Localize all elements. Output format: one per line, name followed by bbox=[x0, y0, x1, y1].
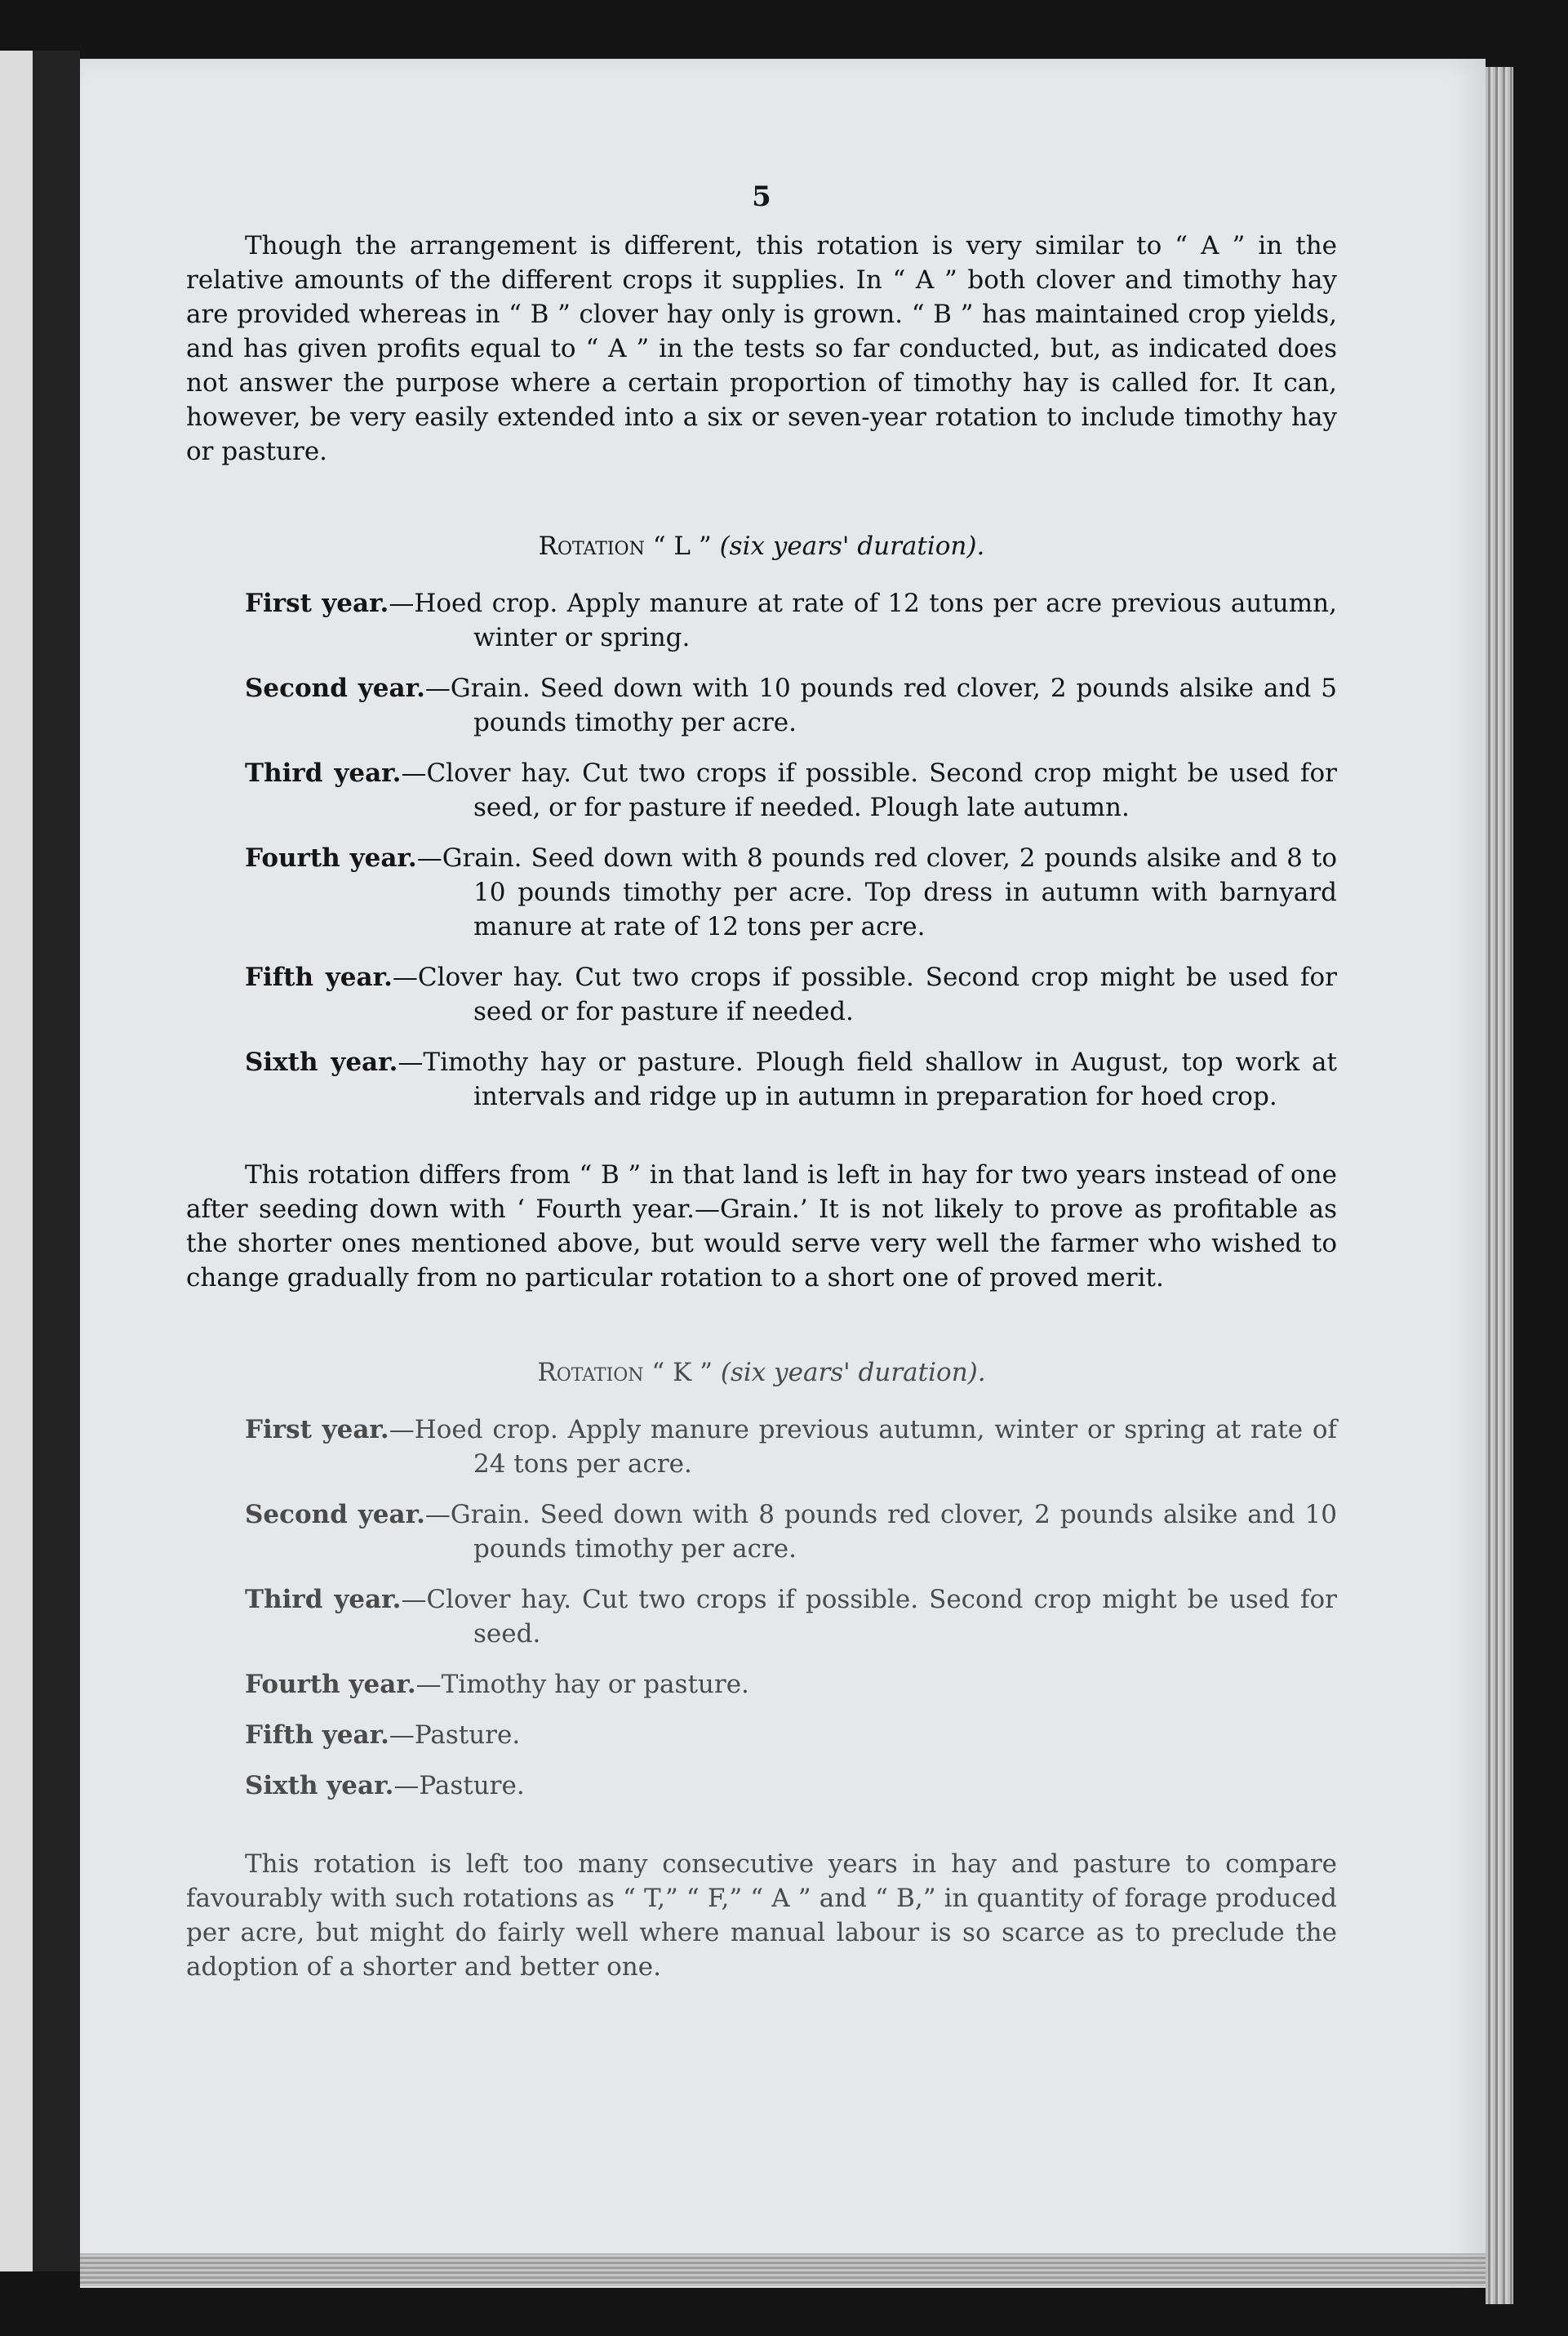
year-text: —Hoed crop. Apply manure at rate of 12 tons per acre previous autumn, winter or spring. bbox=[389, 589, 1337, 652]
year-text: —Clover hay. Cut two crops if possible. Second crop might be used for seed or for pasture if needed. bbox=[392, 963, 1338, 1026]
rotation-k-heading bbox=[186, 1355, 1337, 1390]
rotation-l-heading-name: Rotation bbox=[538, 532, 645, 561]
year-label: Sixth year. bbox=[245, 1771, 394, 1800]
rotation-k-year-5 bbox=[245, 1718, 1337, 1752]
rotation-l-year-4 bbox=[245, 841, 1337, 944]
year-text: —Pasture. bbox=[393, 1771, 525, 1800]
year-text: —Hoed crop. Apply manure previous autumn, winter or spring at rate of 24 tons per acre. bbox=[389, 1415, 1337, 1479]
rotation-l-heading bbox=[186, 529, 1337, 563]
facing-page-edge bbox=[0, 51, 33, 2271]
year-label: Third year. bbox=[245, 759, 402, 788]
year-label: Sixth year. bbox=[245, 1048, 398, 1077]
rotation-k-heading-duration: (six years' duration). bbox=[720, 1358, 986, 1387]
year-label: Second year. bbox=[245, 1500, 425, 1529]
rotation-k-year-6 bbox=[245, 1769, 1337, 1803]
rotation-l-heading-letter: “ L ” bbox=[652, 532, 712, 561]
rotation-k-year-1 bbox=[245, 1413, 1337, 1481]
rotation-l-year-1 bbox=[245, 586, 1337, 655]
book-spine bbox=[33, 51, 80, 2271]
year-label: Fourth year. bbox=[245, 843, 417, 873]
rotation-l-year-6 bbox=[245, 1045, 1337, 1114]
year-text: —Timothy hay or pasture. Plough field shallow in August, top work at intervals and ridge up in autumn in preparation for hoed crop. bbox=[398, 1048, 1337, 1111]
rotation-l-closing-paragraph: This rotation differs from “ B ” in that land is left in hay for two years instead of one after seeding down with ‘ Fourth year.—Grain.’ It is not likely to prove as profitable as the shorter ones mentioned above, but would serve very well the farmer who wished to change gradually from no particular rotation to a short one of proved merit. bbox=[186, 1160, 1337, 1293]
year-label: First year. bbox=[245, 1415, 389, 1444]
rotation-l-section bbox=[186, 529, 1337, 1114]
rotation-k-heading-letter: “ K ” bbox=[651, 1358, 713, 1387]
year-text: —Grain. Seed down with 8 pounds red clover, 2 pounds alsike and 8 to 10 pounds timothy per acre. Top dress in autumn with barnyard manure at rate of 12 tons per acre. bbox=[416, 843, 1337, 941]
rotation-k-heading-name: Rotation bbox=[537, 1358, 644, 1387]
year-text: —Clover hay. Cut two crops if possible. Second crop might be used for seed. bbox=[401, 1585, 1337, 1649]
rotation-k-year-3 bbox=[245, 1582, 1337, 1651]
intro-paragraph: Though the arrangement is different, this rotation is very similar to “ A ” in the relative amounts of the different crops it supplies. In “ A ” both clover and timothy hay are provided whereas in “ B ” clover hay only is grown. “ B ” has maintained crop yields, and has given profits equal to “ A ” in the tests so far conducted, but, as indicated does not answer the purpose where a certain proportion of timothy hay is called for. It can, however, be very easily extended into a six or seven-year rotation to include timothy hay or pasture. bbox=[186, 231, 1337, 466]
rotation-k-closing-paragraph: This rotation is left too many consecutive years in hay and pasture to compare favourably with such rotations as “ T,” “ F,” “ A ” and “ B,” in quantity of forage produced per acre, but might do fairly well where manual labour is so scarce as to preclude the adoption of a shorter and better one. bbox=[186, 1849, 1337, 1982]
rotation-l-year-2 bbox=[245, 671, 1337, 740]
rotation-k-year-4 bbox=[245, 1667, 1337, 1702]
rotation-k-year-2 bbox=[245, 1497, 1337, 1566]
rotation-l-heading-duration: (six years' duration). bbox=[719, 532, 985, 561]
year-label: Third year. bbox=[245, 1585, 402, 1614]
rotation-l-year-5 bbox=[245, 960, 1337, 1029]
page-content bbox=[186, 180, 1337, 2045]
year-label: Fifth year. bbox=[245, 1720, 389, 1750]
year-label: Second year. bbox=[245, 674, 425, 703]
page-stack-edge bbox=[1486, 67, 1513, 2304]
year-text: —Pasture. bbox=[389, 1720, 521, 1750]
year-text: —Grain. Seed down with 8 pounds red clover, 2 pounds alsike and 10 pounds timothy per acre. bbox=[424, 1500, 1337, 1564]
year-label: First year. bbox=[245, 589, 389, 618]
year-text: —Clover hay. Cut two crops if possible. Second crop might be used for seed, or for pasture if needed. Plough late autumn. bbox=[401, 759, 1337, 822]
year-text: —Timothy hay or pasture. bbox=[415, 1670, 749, 1699]
year-label: Fifth year. bbox=[245, 963, 393, 992]
year-label: Fourth year. bbox=[245, 1670, 416, 1699]
rotation-k-section bbox=[186, 1355, 1337, 1803]
year-text: —Grain. Seed down with 10 pounds red clover, 2 pounds alsike and 5 pounds timothy per acre. bbox=[424, 674, 1337, 737]
page-bottom-edge bbox=[80, 2254, 1486, 2286]
page-number: 5 bbox=[752, 180, 771, 213]
rotation-l-year-3 bbox=[245, 756, 1337, 825]
